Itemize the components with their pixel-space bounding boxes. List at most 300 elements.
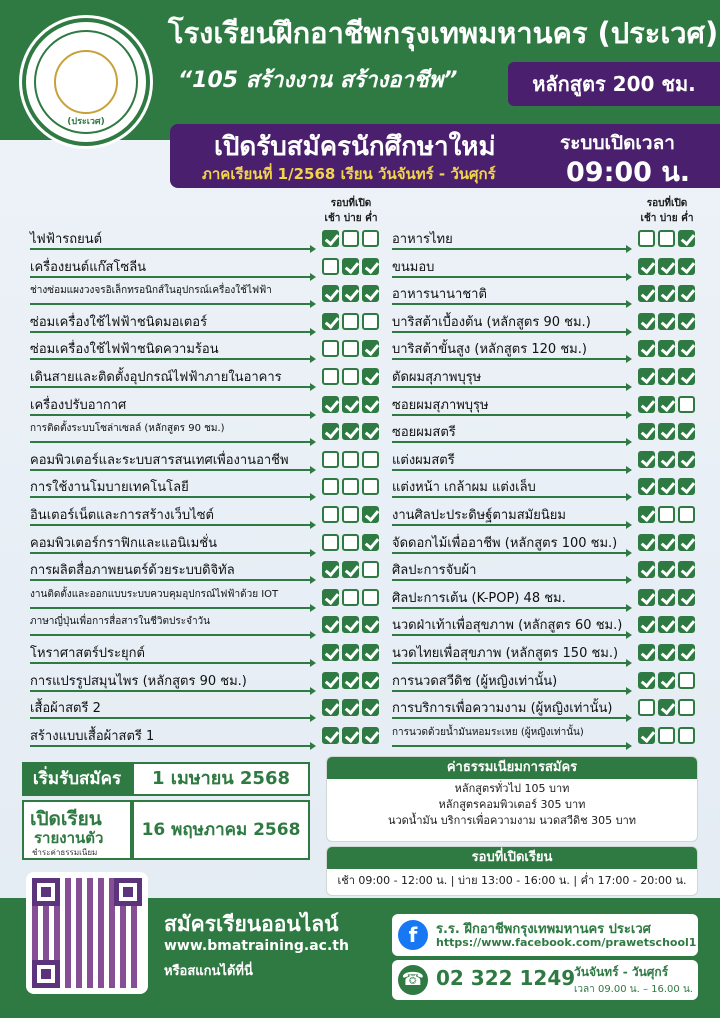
course-row <box>392 256 700 280</box>
course-name: ตัดผมสุภาพบุรุษ <box>392 370 482 385</box>
slot-checkboxes <box>322 451 379 468</box>
afternoon-checkbox-checked-icon <box>342 727 359 744</box>
fee-massage: นวดน้ำมัน บริการเพื่อความงาม นวดสวีดิช 305 บาท <box>387 814 637 827</box>
course-row <box>30 670 384 694</box>
course-row <box>30 283 384 307</box>
evening-checkbox-checked-icon <box>678 313 695 330</box>
morning-checkbox-checked-icon <box>638 506 655 523</box>
morning-checkbox-checked-icon <box>322 672 339 689</box>
course-name: แต่งหน้า เกล้าผม แต่งเล็บ <box>392 480 536 496</box>
afternoon-checkbox-checked-icon <box>658 313 675 330</box>
slot-checkboxes <box>638 672 695 689</box>
evening-checkbox-checked-icon <box>678 561 695 578</box>
slot-checkboxes <box>638 589 695 606</box>
row-arrow-line <box>392 634 628 636</box>
morning-checkbox-checked-icon <box>638 423 655 440</box>
evening-checkbox-checked-icon <box>362 368 379 385</box>
afternoon-checkbox-checked-icon <box>342 258 359 275</box>
morning-checkbox-checked-icon <box>638 644 655 661</box>
afternoon-checkbox-checked-icon <box>342 672 359 689</box>
online-url[interactable]: www.bmatraining.ac.th <box>164 938 349 954</box>
afternoon-checkbox-checked-icon <box>658 396 675 413</box>
fee-panel <box>326 756 698 842</box>
phone-contact[interactable] <box>392 960 698 1000</box>
row-arrow-line <box>392 441 628 443</box>
course-name: เดินสายและติดตั้งอุปกรณ์ไฟฟ้าภายในอาคาร <box>30 370 282 385</box>
evening-checkbox-empty-icon <box>362 313 379 330</box>
system-label: ระบบเปิดเวลา <box>560 132 675 154</box>
slot-checkboxes <box>638 506 695 523</box>
slot-checkboxes <box>638 423 695 440</box>
course-name: บาริสต้าเบื้องต้น (หลักสูตร 90 ชม.) <box>392 314 591 330</box>
row-arrow-line <box>30 552 312 554</box>
evening-checkbox-empty-icon <box>678 727 695 744</box>
course-row <box>392 670 700 694</box>
course-row <box>30 256 384 280</box>
start-date: 1 เมษายน 2568 <box>132 762 310 796</box>
phone-number: 02 322 1249 <box>436 966 576 990</box>
row-arrow-line <box>30 634 312 636</box>
row-arrow-line <box>392 579 628 581</box>
course-name: การใช้งานโมบายเทคโนโลยี <box>30 480 189 496</box>
evening-checkbox-checked-icon <box>678 616 695 633</box>
slot-checkboxes <box>638 699 695 716</box>
logo-emblem-icon <box>54 50 118 114</box>
schedule-times: เช้า 09:00 - 12:00 น. | บ่าย 13:00 - 16:00 น. | ค่ำ 17:00 - 20:00 น. <box>337 874 687 887</box>
scan-text: หรือสแกนได้ที่นี่ <box>164 964 253 979</box>
afternoon-checkbox-checked-icon <box>658 423 675 440</box>
course-name: เครื่องยนต์แก๊สโซลีน <box>30 259 147 275</box>
slot-checkboxes <box>638 616 695 633</box>
morning-checkbox-checked-icon <box>638 258 655 275</box>
evening-checkbox-checked-icon <box>362 258 379 275</box>
evening-checkbox-checked-icon <box>362 699 379 716</box>
row-arrow-line <box>30 496 312 498</box>
slot-checkboxes <box>638 561 695 578</box>
afternoon-checkbox-checked-icon <box>658 285 675 302</box>
morning-checkbox-empty-icon <box>322 340 339 357</box>
system-time: 09:00 น. <box>566 157 691 188</box>
evening-checkbox-empty-icon <box>362 589 379 606</box>
course-row <box>30 449 384 473</box>
course-row <box>30 725 384 749</box>
row-arrow-line <box>392 414 628 416</box>
evening-checkbox-checked-icon <box>362 644 379 661</box>
slogan: “105 สร้างงาน สร้างอาชีพ” <box>178 68 458 93</box>
row-arrow-line <box>30 276 312 278</box>
row-arrow-line <box>30 386 312 388</box>
phone-icon: ☎ <box>398 965 428 995</box>
course-name: การติดตั้งระบบโซล่าเซลล์ (หลักสูตร 90 ชม.) <box>30 423 225 435</box>
course-row <box>30 697 384 721</box>
evening-checkbox-empty-icon <box>678 396 695 413</box>
morning-checkbox-empty-icon <box>322 258 339 275</box>
row-arrow-line <box>392 496 628 498</box>
course-row <box>392 587 700 611</box>
course-name: นวดฝ่าเท้าเพื่อสุขภาพ (หลักสูตร 60 ชม.) <box>392 618 623 634</box>
evening-checkbox-checked-icon <box>678 258 695 275</box>
row-arrow-line <box>392 524 628 526</box>
morning-checkbox-checked-icon <box>638 561 655 578</box>
row-arrow-line <box>30 662 312 664</box>
course-row <box>30 311 384 335</box>
course-row <box>392 642 700 666</box>
slot-checkboxes <box>322 368 379 385</box>
row-arrow-line <box>392 303 628 305</box>
course-name: ซ่อมเครื่องใช้ไฟฟ้าชนิดความร้อน <box>30 342 219 358</box>
afternoon-checkbox-checked-icon <box>658 451 675 468</box>
afternoon-checkbox-empty-icon <box>342 230 359 247</box>
morning-checkbox-checked-icon <box>322 285 339 302</box>
evening-checkbox-empty-icon <box>678 672 695 689</box>
evening-checkbox-empty-icon <box>678 699 695 716</box>
afternoon-checkbox-checked-icon <box>342 285 359 302</box>
slot-checkboxes <box>638 451 695 468</box>
slot-checkboxes <box>322 423 379 440</box>
afternoon-checkbox-checked-icon <box>658 561 675 578</box>
row-arrow-line <box>30 469 312 471</box>
afternoon-checkbox-empty-icon <box>342 451 359 468</box>
afternoon-checkbox-checked-icon <box>658 478 675 495</box>
afternoon-checkbox-checked-icon <box>342 644 359 661</box>
course-row <box>30 394 384 418</box>
afternoon-checkbox-empty-icon <box>342 534 359 551</box>
row-arrow-line <box>30 441 312 443</box>
afternoon-checkbox-checked-icon <box>342 616 359 633</box>
facebook-url: https://www.facebook.com/prawetschool1 <box>436 936 697 949</box>
afternoon-checkbox-checked-icon <box>658 644 675 661</box>
slot-checkboxes <box>322 644 379 661</box>
course-row <box>30 642 384 666</box>
afternoon-checkbox-checked-icon <box>658 672 675 689</box>
course-row <box>392 476 700 500</box>
course-row <box>392 366 700 390</box>
course-row <box>392 394 700 418</box>
row-arrow-line <box>392 276 628 278</box>
course-name: จัดดอกไม้เพื่ออาชีพ (หลักสูตร 100 ชม.) <box>392 535 618 551</box>
course-row <box>30 338 384 362</box>
afternoon-checkbox-checked-icon <box>658 534 675 551</box>
morning-checkbox-checked-icon <box>638 313 655 330</box>
row-arrow-line <box>392 248 628 250</box>
evening-checkbox-checked-icon <box>678 423 695 440</box>
evening-checkbox-checked-icon <box>362 506 379 523</box>
course-name: การนวดด้วยน้ำมันหอมระเหย (ผู้หญิงเท่านั้น) <box>392 726 584 738</box>
qr-code[interactable] <box>26 872 148 994</box>
row-arrow-line <box>392 690 628 692</box>
schedule-panel <box>326 846 698 896</box>
morning-checkbox-checked-icon <box>638 672 655 689</box>
morning-checkbox-empty-icon <box>322 478 339 495</box>
slot-checkboxes <box>322 616 379 633</box>
morning-checkbox-checked-icon <box>322 561 339 578</box>
evening-checkbox-checked-icon <box>678 230 695 247</box>
course-name: สร้างแบบเสื้อผ้าสตรี 1 <box>30 728 155 744</box>
round-label: รอบที่เปิด <box>330 198 372 209</box>
slot-checkboxes <box>638 230 695 247</box>
course-row <box>392 421 700 445</box>
school-logo <box>22 18 150 146</box>
round-label: รอบที่เปิด <box>646 198 688 209</box>
afternoon-checkbox-empty-icon <box>658 506 675 523</box>
course-name: ซ่อมเครื่องใช้ไฟฟ้าชนิดมอเตอร์ <box>30 314 208 330</box>
afternoon-checkbox-checked-icon <box>658 699 675 716</box>
evening-checkbox-checked-icon <box>678 340 695 357</box>
slot-checkboxes <box>638 644 695 661</box>
course-row <box>30 559 384 583</box>
course-row <box>392 338 700 362</box>
course-row <box>392 532 700 556</box>
slot-checkboxes <box>638 396 695 413</box>
facebook-name: ร.ร. ฝึกอาชีพกรุงเทพมหานคร ประเวศ <box>436 922 651 937</box>
afternoon-checkbox-checked-icon <box>658 616 675 633</box>
morning-checkbox-checked-icon <box>638 478 655 495</box>
slot-checkboxes <box>322 478 379 495</box>
slot-checkboxes <box>322 313 379 330</box>
report-label: รายงานตัว <box>34 829 104 847</box>
morning-checkbox-checked-icon <box>322 699 339 716</box>
course-name: เสื้อผ้าสตรี 2 <box>30 701 101 717</box>
evening-checkbox-checked-icon <box>362 285 379 302</box>
slot-checkboxes <box>638 285 695 302</box>
course-name: ซอยผมสุภาพบุรุษ <box>392 397 489 413</box>
evening-checkbox-empty-icon <box>678 506 695 523</box>
course-name: การแปรรูปสมุนไพร (หลักสูตร 90 ชม.) <box>30 673 247 689</box>
start-label: เริ่มรับสมัคร <box>22 762 132 796</box>
phone-days: วันจันทร์ - วันศุกร์ <box>574 965 669 979</box>
evening-checkbox-checked-icon <box>678 368 695 385</box>
morning-checkbox-empty-icon <box>322 451 339 468</box>
evening-checkbox-empty-icon <box>362 230 379 247</box>
morning-checkbox-empty-icon <box>322 506 339 523</box>
course-name: นวดไทยเพื่อสุขภาพ (หลักสูตร 150 ชม.) <box>392 646 619 661</box>
afternoon-checkbox-empty-icon <box>342 340 359 357</box>
row-arrow-line <box>392 717 628 719</box>
course-name: ศิลปะการจับผ้า <box>392 563 477 579</box>
morning-checkbox-checked-icon <box>638 285 655 302</box>
morning-checkbox-checked-icon <box>638 340 655 357</box>
evening-checkbox-checked-icon <box>362 534 379 551</box>
row-arrow-line <box>392 358 628 360</box>
fee-computer: หลักสูตรคอมพิวเตอร์ 305 บาท <box>438 798 586 811</box>
afternoon-checkbox-empty-icon <box>658 230 675 247</box>
course-row <box>392 697 700 721</box>
row-arrow-line <box>30 579 312 581</box>
evening-checkbox-checked-icon <box>678 644 695 661</box>
slot-checkboxes <box>322 506 379 523</box>
fee-general: หลักสูตรทั่วไป 105 บาท <box>454 782 570 795</box>
evening-checkbox-checked-icon <box>362 727 379 744</box>
row-arrow-line <box>30 303 312 305</box>
banner-title: เปิดรับสมัครนักศึกษาใหม่ <box>214 132 496 162</box>
row-arrow-line <box>30 607 312 609</box>
afternoon-checkbox-checked-icon <box>342 396 359 413</box>
slot-checkboxes <box>322 230 379 247</box>
morning-checkbox-empty-icon <box>638 699 655 716</box>
afternoon-checkbox-checked-icon <box>342 423 359 440</box>
course-row <box>392 725 700 749</box>
course-name: ซอยผมสตรี <box>392 425 456 441</box>
schedule-title: รอบที่เปิดเรียน <box>327 847 697 869</box>
course-name: งานศิลปะประดิษฐ์ตามสมัยนิยม <box>392 508 566 523</box>
slot-checkboxes <box>322 672 379 689</box>
evening-checkbox-checked-icon <box>678 589 695 606</box>
afternoon-checkbox-empty-icon <box>342 589 359 606</box>
slot-checkboxes <box>638 258 695 275</box>
evening-checkbox-checked-icon <box>362 340 379 357</box>
morning-checkbox-checked-icon <box>322 589 339 606</box>
slot-checkboxes <box>638 340 695 357</box>
course-name: คอมพิวเตอร์กราฟิกและแอนิเมชั่น <box>30 535 217 551</box>
course-name: ไฟฟ้ารถยนต์ <box>30 232 103 247</box>
row-arrow-line <box>392 662 628 664</box>
afternoon-checkbox-empty-icon <box>342 506 359 523</box>
afternoon-checkbox-checked-icon <box>658 258 675 275</box>
course-name: ภาษาญี่ปุ่นเพื่อการสื่อสารในชีวิตประจำวัน <box>30 616 211 628</box>
logo-caption: (ประเวศ) <box>67 117 105 127</box>
left-round-header <box>318 196 384 226</box>
facebook-icon: f <box>398 920 428 950</box>
slot-checkboxes <box>322 340 379 357</box>
row-arrow-line <box>30 745 312 747</box>
qr-finder-icon <box>32 960 60 988</box>
evening-checkbox-checked-icon <box>362 672 379 689</box>
slot-checkboxes <box>638 313 695 330</box>
afternoon-checkbox-empty-icon <box>658 727 675 744</box>
slot-checkboxes <box>322 258 379 275</box>
morning-checkbox-checked-icon <box>322 727 339 744</box>
row-arrow-line <box>392 552 628 554</box>
slot-checkboxes <box>322 589 379 606</box>
evening-checkbox-empty-icon <box>362 561 379 578</box>
morning-checkbox-empty-icon <box>638 230 655 247</box>
afternoon-checkbox-empty-icon <box>342 313 359 330</box>
fee-payment-label: ชำระค่าธรรมเนียม <box>32 848 98 857</box>
fee-title: ค่าธรรมเนียมการสมัคร <box>327 757 697 779</box>
qr-finder-icon <box>32 878 60 906</box>
morning-checkbox-checked-icon <box>322 423 339 440</box>
qr-pattern <box>32 878 142 988</box>
morning-checkbox-checked-icon <box>322 616 339 633</box>
evening-checkbox-checked-icon <box>362 396 379 413</box>
afternoon-checkbox-checked-icon <box>342 699 359 716</box>
afternoon-checkbox-checked-icon <box>342 561 359 578</box>
course-row <box>30 504 384 528</box>
slot-checkboxes <box>638 727 695 744</box>
course-name: เครื่องปรับอากาศ <box>30 397 127 413</box>
course-row <box>30 532 384 556</box>
slot-checkboxes <box>638 368 695 385</box>
course-row <box>392 283 700 307</box>
evening-checkbox-checked-icon <box>678 478 695 495</box>
course-name: อาหารไทย <box>392 232 453 247</box>
open-label-box <box>22 800 132 860</box>
course-row <box>30 421 384 445</box>
course-row <box>392 311 700 335</box>
morning-checkbox-checked-icon <box>322 313 339 330</box>
slot-checkboxes <box>322 699 379 716</box>
open-label: เปิดเรียน <box>30 808 102 830</box>
slot-checkboxes <box>322 285 379 302</box>
morning-checkbox-checked-icon <box>322 644 339 661</box>
slot-checkboxes <box>638 478 695 495</box>
afternoon-checkbox-checked-icon <box>658 340 675 357</box>
morning-checkbox-checked-icon <box>322 396 339 413</box>
course-name: ศิลปะการเต้น (K-POP) 48 ชม. <box>392 590 566 606</box>
row-arrow-line <box>392 331 628 333</box>
course-row <box>392 449 700 473</box>
course-row <box>392 614 700 638</box>
course-name: การนวดสวีดิช (ผู้หญิงเท่านั้น) <box>392 673 558 689</box>
evening-checkbox-checked-icon <box>362 423 379 440</box>
course-row <box>30 614 384 638</box>
slot-checkboxes <box>322 561 379 578</box>
evening-checkbox-checked-icon <box>678 285 695 302</box>
morning-checkbox-empty-icon <box>322 534 339 551</box>
course-name: ขนมอบ <box>392 259 435 275</box>
course-hours-badge: หลักสูตร 200 ชม. <box>508 62 720 106</box>
row-arrow-line <box>30 717 312 719</box>
course-name: ช่างซ่อมแผงวงจรอิเล็กทรอนิกส์ในอุปกรณ์เครื่องใช้ไฟฟ้า <box>30 285 272 297</box>
course-name: โหราศาสตร์ประยุกต์ <box>30 646 145 661</box>
slots-label: เช้า บ่าย ค่ำ <box>640 213 694 224</box>
morning-checkbox-checked-icon <box>638 451 655 468</box>
row-arrow-line <box>392 607 628 609</box>
afternoon-checkbox-checked-icon <box>658 589 675 606</box>
row-arrow-line <box>30 358 312 360</box>
row-arrow-line <box>392 745 628 747</box>
course-name: แต่งผมสตรี <box>392 452 455 468</box>
morning-checkbox-checked-icon <box>638 396 655 413</box>
slot-checkboxes <box>638 534 695 551</box>
banner-subtitle: ภาคเรียนที่ 1/2568 เรียน วันจันทร์ - วันศุกร์ <box>202 165 496 183</box>
course-name: อาหารนานาชาติ <box>392 287 487 303</box>
evening-checkbox-checked-icon <box>678 451 695 468</box>
evening-checkbox-checked-icon <box>362 616 379 633</box>
course-name: บาริสต้าขั้นสูง (หลักสูตร 120 ชม.) <box>392 342 587 358</box>
slot-checkboxes <box>322 727 379 744</box>
afternoon-checkbox-checked-icon <box>658 368 675 385</box>
morning-checkbox-checked-icon <box>638 534 655 551</box>
morning-checkbox-checked-icon <box>638 727 655 744</box>
row-arrow-line <box>30 331 312 333</box>
enrollment-banner <box>170 124 720 188</box>
slot-checkboxes <box>322 396 379 413</box>
morning-checkbox-checked-icon <box>322 230 339 247</box>
row-arrow-line <box>392 386 628 388</box>
afternoon-checkbox-empty-icon <box>342 478 359 495</box>
course-row <box>392 504 700 528</box>
course-row <box>30 366 384 390</box>
course-row <box>30 476 384 500</box>
course-name: งานติดตั้งและออกแบบระบบควบคุมอุปกรณ์ไฟฟ้าด้วย IOT <box>30 588 279 600</box>
morning-checkbox-checked-icon <box>638 616 655 633</box>
facebook-link[interactable] <box>392 914 698 956</box>
row-arrow-line <box>30 690 312 692</box>
row-arrow-line <box>30 248 312 250</box>
open-date: 16 พฤษภาคม 2568 <box>132 800 310 860</box>
course-row <box>30 587 384 611</box>
evening-checkbox-empty-icon <box>362 451 379 468</box>
phone-hours: เวลา 09.00 น. – 16.00 น. <box>574 984 693 995</box>
row-arrow-line <box>30 414 312 416</box>
slot-checkboxes <box>322 534 379 551</box>
course-name: การผลิตสื่อภาพยนตร์ด้วยระบบดิจิทัล <box>30 563 235 579</box>
course-name: การบริการเพื่อความงาม (ผู้หญิงเท่านั้น) <box>392 701 613 717</box>
course-row <box>30 228 384 252</box>
course-row <box>392 228 700 252</box>
course-name: อินเตอร์เน็ตและการสร้างเว็บไซต์ <box>30 508 214 523</box>
